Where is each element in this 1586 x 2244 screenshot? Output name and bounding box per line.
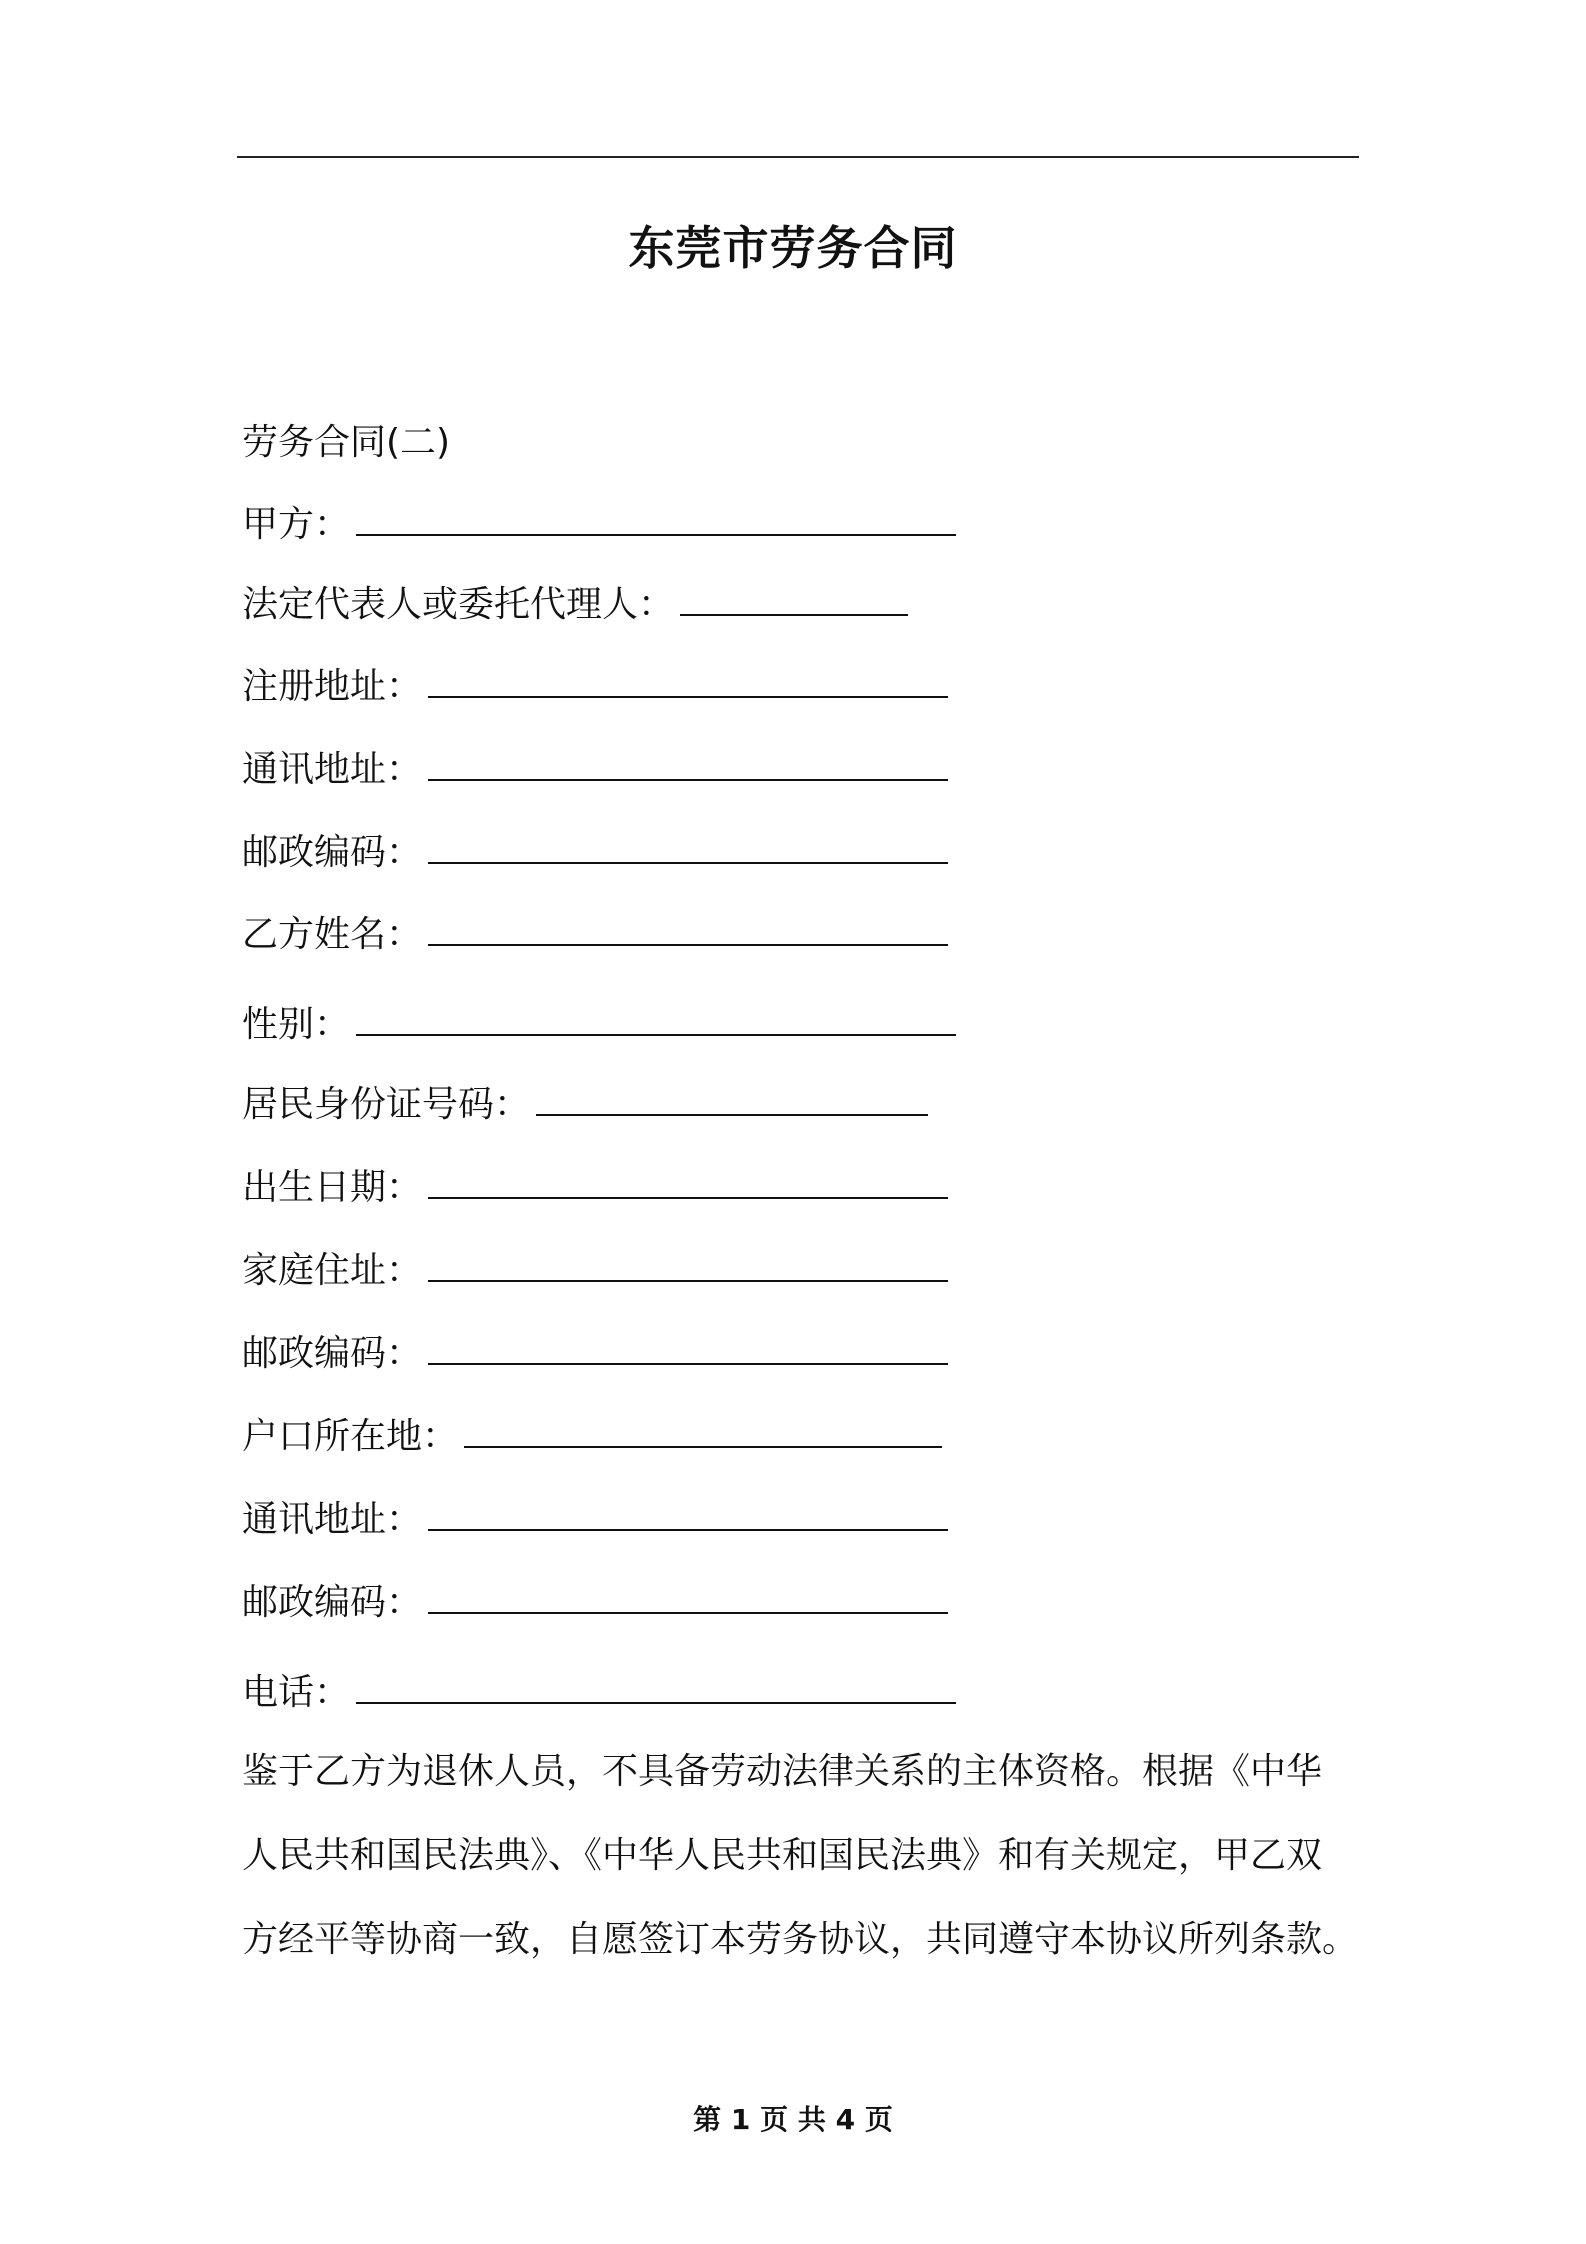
field-label: 法定代表人或委托代理人： bbox=[242, 584, 675, 625]
fill-blank bbox=[356, 1000, 956, 1036]
fill-blank bbox=[356, 500, 956, 536]
field-gender bbox=[242, 1000, 956, 1049]
fill-blank bbox=[680, 580, 908, 616]
field-registered-address bbox=[242, 662, 948, 711]
field-party-b-name bbox=[242, 910, 948, 959]
field-label: 通讯地址： bbox=[242, 1499, 423, 1540]
field-phone bbox=[242, 1668, 956, 1717]
field-postal-code-a bbox=[242, 828, 948, 877]
field-party-a bbox=[242, 500, 956, 549]
field-label: 家庭住址： bbox=[242, 1250, 423, 1291]
field-label: 甲方： bbox=[242, 504, 351, 545]
field-postal-code-b bbox=[242, 1578, 948, 1627]
field-legal-representative bbox=[242, 580, 908, 629]
field-label: 通讯地址： bbox=[242, 749, 423, 790]
fill-blank bbox=[464, 1412, 942, 1448]
fill-blank bbox=[428, 745, 948, 781]
field-label: 邮政编码： bbox=[242, 832, 423, 873]
fill-blank bbox=[428, 1495, 948, 1531]
fill-blank bbox=[428, 662, 948, 698]
field-home-address bbox=[242, 1246, 948, 1295]
field-label: 性别： bbox=[242, 1004, 351, 1045]
fill-blank bbox=[428, 1329, 948, 1365]
contract-subtitle: 劳务合同(二) bbox=[242, 422, 451, 463]
field-label: 乙方姓名： bbox=[242, 914, 423, 955]
fill-blank bbox=[428, 1578, 948, 1614]
field-mailing-address-a bbox=[242, 745, 948, 794]
paragraph-line: 方经平等协商一致，自愿签订本劳务协议，共同遵守本协议所列条款。 bbox=[242, 1919, 1359, 1960]
fill-blank bbox=[428, 828, 948, 864]
fill-blank bbox=[356, 1668, 956, 1704]
field-label: 出生日期： bbox=[242, 1167, 423, 1208]
document-title: 东莞市劳务合同 bbox=[628, 221, 958, 275]
fill-blank bbox=[536, 1080, 928, 1116]
header-rule bbox=[237, 156, 1359, 158]
field-label: 户口所在地： bbox=[242, 1416, 459, 1457]
fill-blank bbox=[428, 1163, 948, 1199]
field-birth-date bbox=[242, 1163, 948, 1212]
field-mailing-address-b bbox=[242, 1495, 948, 1544]
fill-blank bbox=[428, 1246, 948, 1282]
field-label: 居民身份证号码： bbox=[242, 1084, 531, 1125]
field-label: 邮政编码： bbox=[242, 1582, 423, 1623]
field-postal-code-home bbox=[242, 1329, 948, 1378]
field-label: 电话： bbox=[242, 1672, 351, 1713]
field-id-number bbox=[242, 1080, 928, 1129]
field-household-registration bbox=[242, 1412, 942, 1461]
field-label: 注册地址： bbox=[242, 666, 423, 707]
fill-blank bbox=[428, 910, 948, 946]
paragraph-line: 鉴于乙方为退休人员，不具备劳动法律关系的主体资格。根据《中华 bbox=[242, 1751, 1323, 1792]
field-label: 邮政编码： bbox=[242, 1333, 423, 1374]
page-number-footer: 第 1 页 共 4 页 bbox=[693, 2103, 893, 2136]
paragraph-line: 人民共和国民法典》、《中华人民共和国民法典》和有关规定，甲乙双 bbox=[242, 1835, 1323, 1876]
